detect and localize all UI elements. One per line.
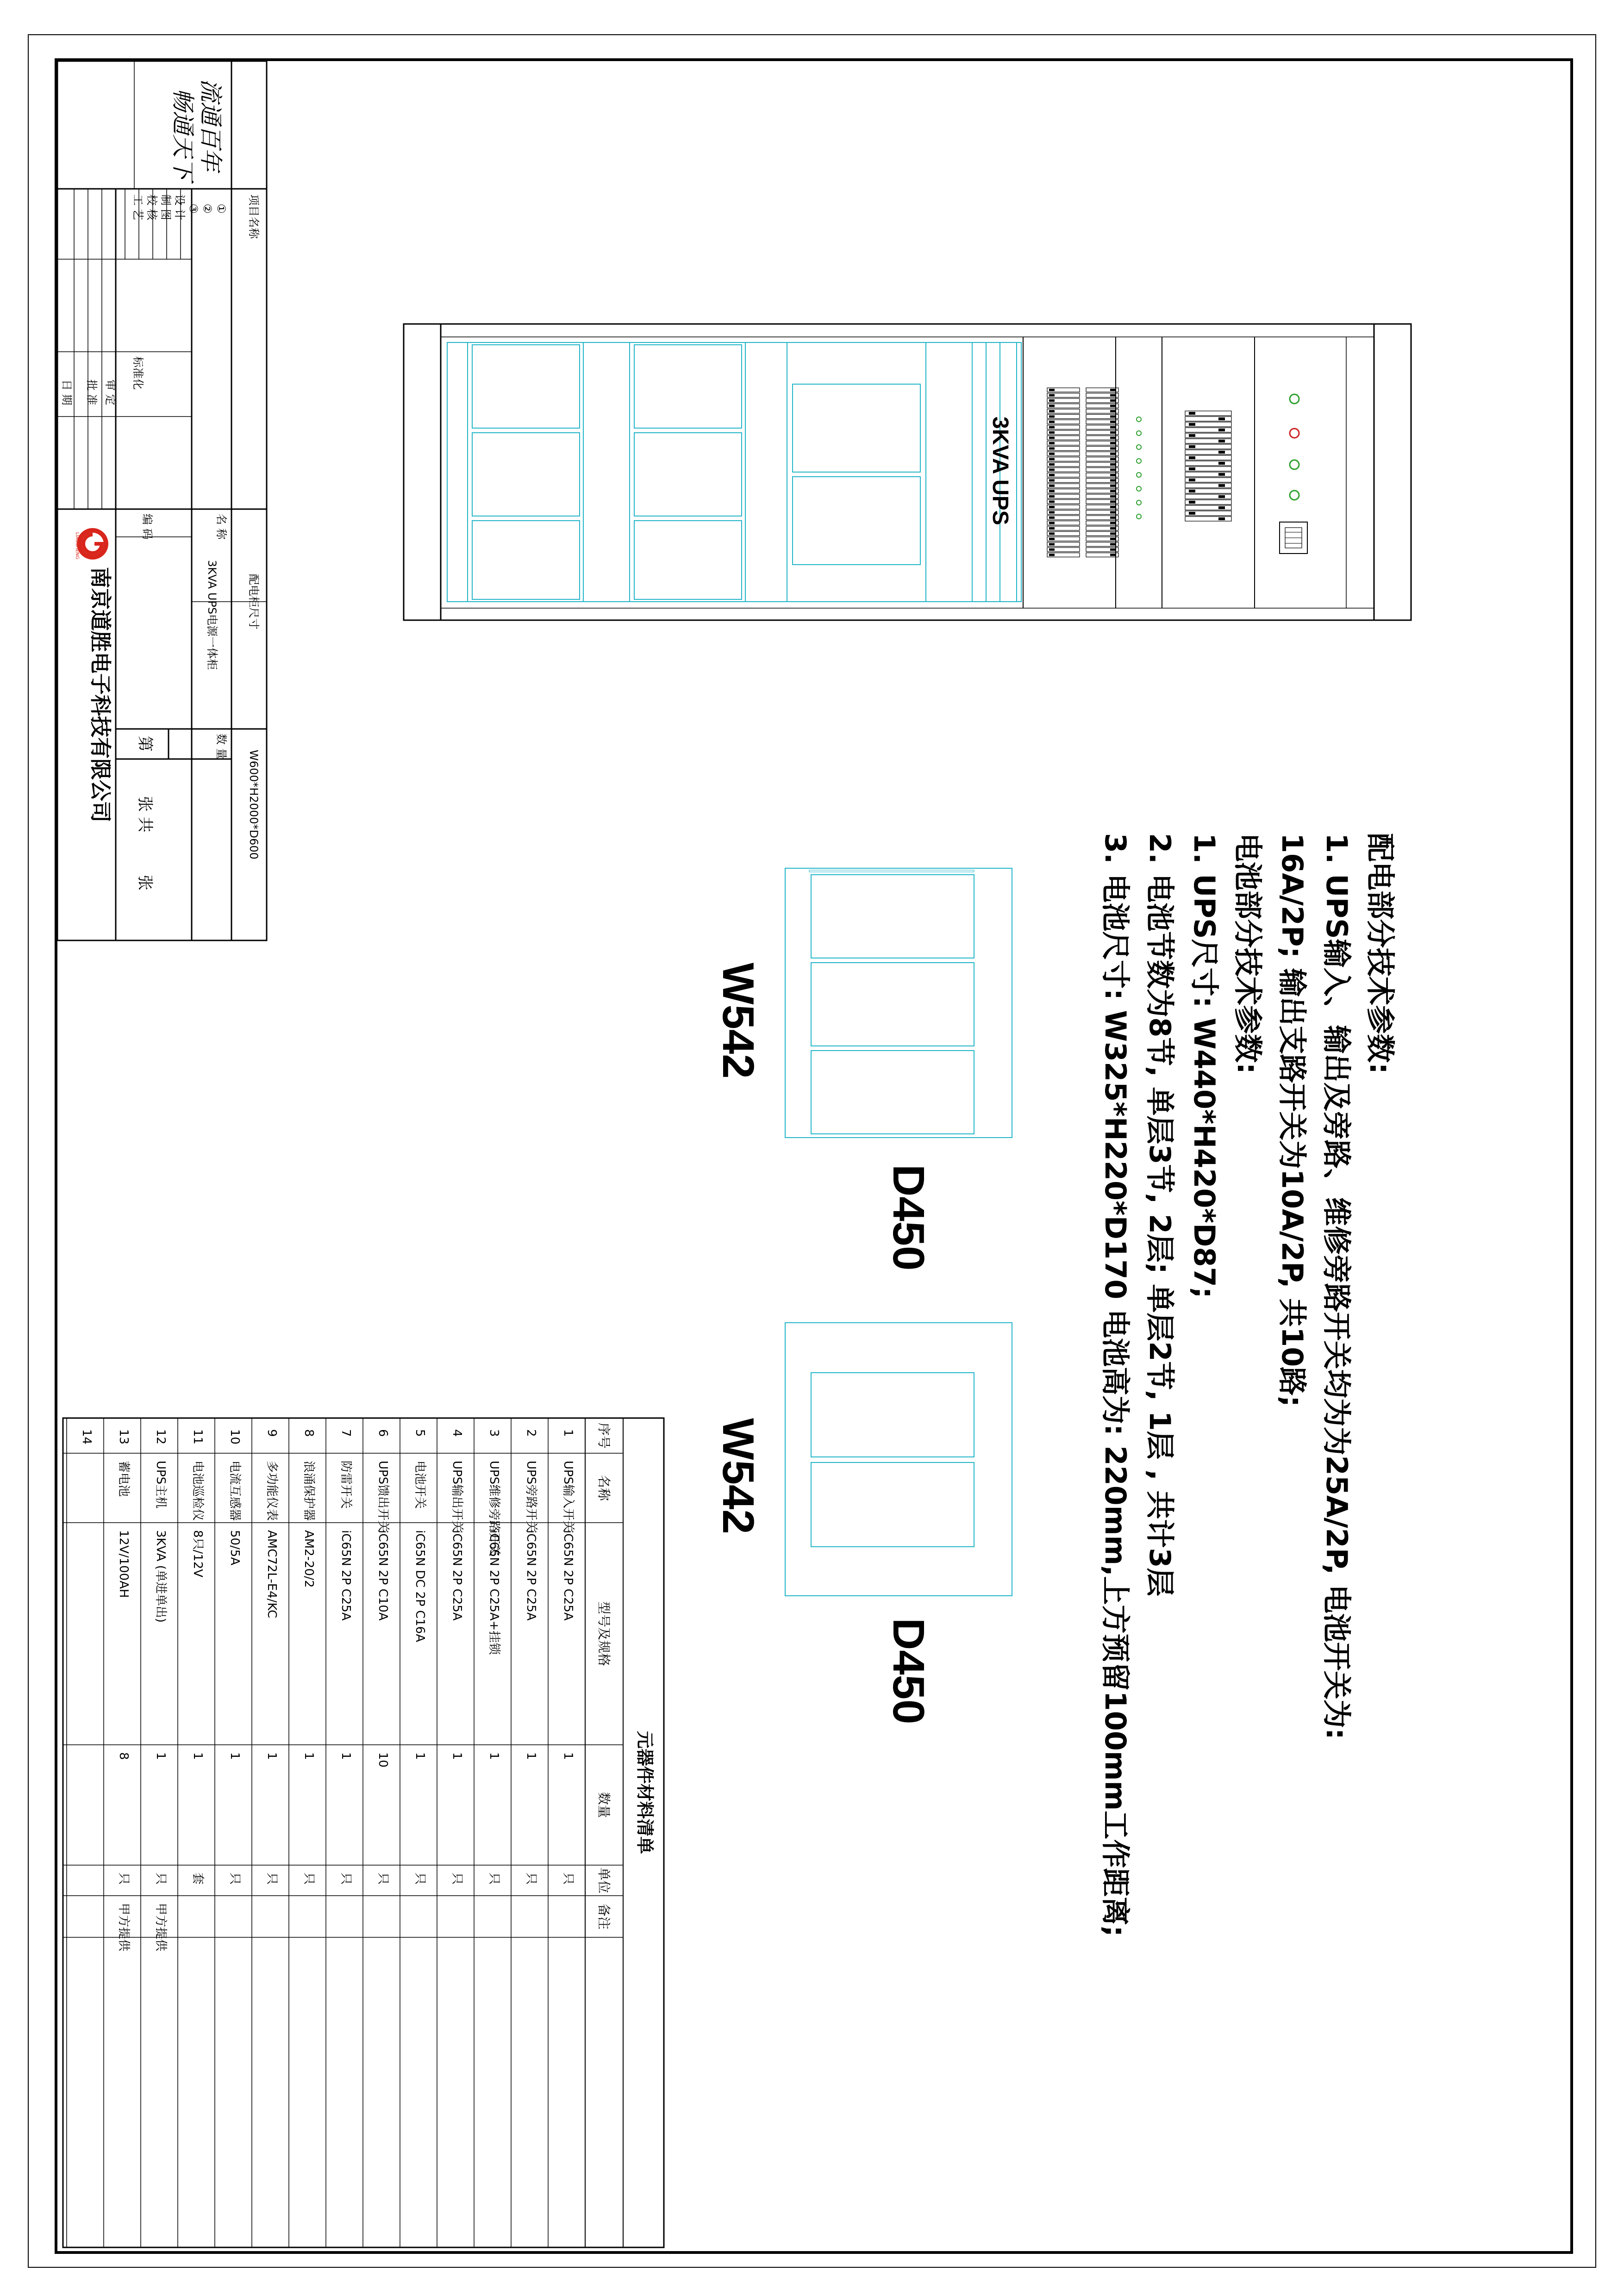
breaker-handle bbox=[1110, 485, 1116, 487]
bom-cell: 9 bbox=[265, 1429, 279, 1437]
role-process: 工 艺 bbox=[131, 194, 144, 220]
bom-header-cell: 单位 bbox=[596, 1867, 612, 1894]
breaker-handle bbox=[1218, 473, 1225, 476]
multifunction-meter bbox=[1280, 522, 1307, 554]
breaker-handle bbox=[1110, 490, 1116, 492]
led-indicator-icon bbox=[1137, 445, 1141, 449]
bom-cell: 1 bbox=[524, 1752, 538, 1760]
breaker-handle bbox=[1218, 440, 1225, 442]
breaker-handle bbox=[1110, 453, 1116, 455]
company-logo-icon bbox=[77, 528, 108, 560]
role-check: 校 核 bbox=[145, 194, 158, 220]
breaker-handle bbox=[1110, 527, 1116, 529]
breaker-handle bbox=[1110, 533, 1116, 535]
distribution-spec-line-1b: 16A/2P; 输出支路开关为10A/2P, 共10路; bbox=[1275, 833, 1309, 1407]
breaker-handle bbox=[1049, 421, 1055, 423]
bom-cell: iC65N 2P C25A+挂锁 bbox=[487, 1530, 501, 1655]
breaker-handle bbox=[1189, 467, 1195, 470]
bom-cell: 1 bbox=[561, 1429, 575, 1437]
bom-cell: iC65N 2P C25A bbox=[450, 1530, 464, 1621]
breaker-handle bbox=[1049, 453, 1055, 455]
bom-cell: 1 bbox=[154, 1752, 168, 1760]
main-breaker-rail bbox=[1185, 411, 1231, 521]
breaker-handle bbox=[1049, 394, 1055, 397]
breaker-handle bbox=[1110, 399, 1116, 402]
bom-cell: 多功能仪表 bbox=[265, 1461, 279, 1521]
title-block-thin-lines bbox=[57, 61, 267, 602]
battery-spec-line-2: 2. 电池节数为8节, 单层3节, 2层; 单层2节, 1层 , 共计3层 bbox=[1143, 833, 1177, 1597]
bom-cell: 电池巡检仪 bbox=[191, 1461, 205, 1521]
project-name-label: 项目名称 bbox=[247, 194, 260, 239]
breaker-handle bbox=[1189, 512, 1195, 515]
led-indicator-icon bbox=[1137, 417, 1141, 422]
breaker-handle bbox=[1189, 501, 1195, 504]
breaker-handle bbox=[1110, 442, 1116, 444]
breaker-handle bbox=[1218, 462, 1225, 465]
battery-spec-heading: 电池部分技术参数: bbox=[1231, 833, 1265, 1074]
bom-cell: 8 bbox=[117, 1752, 131, 1760]
role-design: 设 计 bbox=[173, 194, 186, 220]
breaker-handle bbox=[1110, 538, 1116, 540]
breaker-handle bbox=[1189, 445, 1195, 448]
breaker-handle bbox=[1110, 474, 1116, 476]
led-indicator-icon bbox=[1137, 459, 1141, 463]
breaker-handle bbox=[1049, 479, 1055, 482]
bom-cell: UPS馈出开关 bbox=[376, 1461, 390, 1533]
led-indicator-icon bbox=[1137, 486, 1141, 491]
battery-view-1-depth: D450 bbox=[884, 1164, 933, 1271]
breaker-handle bbox=[1218, 451, 1225, 454]
company-name: 南京道胜电子科技有限公司 bbox=[88, 567, 113, 822]
distribution-spec-heading: 配电部分技术参数: bbox=[1363, 833, 1397, 1074]
bom-cell: 浪涌保护器 bbox=[302, 1461, 316, 1521]
bom-cell: iC65N 2P C25A bbox=[561, 1530, 575, 1621]
breaker-handle bbox=[1049, 448, 1055, 450]
led-indicator-icon bbox=[1137, 514, 1141, 519]
breaker-handle bbox=[1189, 434, 1195, 437]
breaker-handle bbox=[1110, 410, 1116, 412]
battery-view-1-width: W542 bbox=[713, 963, 763, 1079]
bom-cell: 14 bbox=[80, 1429, 94, 1445]
battery-rack-view-2 bbox=[785, 1323, 1012, 1596]
bom-header-cell: 名称 bbox=[596, 1475, 612, 1501]
bom-header-cell: 备注 bbox=[596, 1904, 612, 1930]
breaker-handle bbox=[1110, 448, 1116, 450]
project-line-3: ③ bbox=[187, 204, 200, 214]
motto-line-2: 畅通天下 bbox=[169, 88, 196, 180]
breaker-handle bbox=[1049, 522, 1055, 524]
breaker-handle bbox=[1110, 416, 1116, 418]
breaker-handle bbox=[1049, 495, 1055, 498]
sheet-number-label: 第 bbox=[136, 736, 154, 752]
bom-cell: 电池开关 bbox=[413, 1461, 427, 1509]
breaker-handle bbox=[1110, 511, 1116, 514]
battery-spec-line-1: 1. UPS尺寸: W440*H420*D87; bbox=[1187, 833, 1221, 1299]
role-drawing: 制 图 bbox=[159, 194, 172, 220]
breaker-handle bbox=[1049, 431, 1055, 434]
breaker-handle bbox=[1049, 458, 1055, 460]
breaker-handle bbox=[1110, 437, 1116, 439]
breaker-handle bbox=[1110, 469, 1116, 471]
bom-cell: 6 bbox=[376, 1429, 390, 1437]
breaker-handle bbox=[1110, 389, 1116, 391]
approval-standard: 标准化 bbox=[131, 356, 144, 390]
breaker-handle bbox=[1049, 554, 1055, 556]
battery-view-2-width: W542 bbox=[713, 1418, 763, 1534]
bom-cell: 只 bbox=[413, 1873, 427, 1885]
bom-cell: 1 bbox=[302, 1752, 316, 1760]
feeder-breaker-rail bbox=[1047, 388, 1118, 557]
breaker-handle bbox=[1049, 469, 1055, 471]
battery-spec-line-3: 3. 电池尺寸: W325*H220*D170 电池高为: 220mm,上方预留100mm工作距离; bbox=[1099, 833, 1132, 1937]
breaker-handle bbox=[1110, 554, 1116, 556]
breaker-handle bbox=[1049, 533, 1055, 535]
ups-label: 3KVA UPS bbox=[988, 417, 1012, 525]
sheet-unit-label: 张 bbox=[136, 875, 154, 890]
breaker-handle bbox=[1049, 485, 1055, 487]
bom-cell: 只 bbox=[450, 1873, 464, 1885]
breaker-handle bbox=[1110, 421, 1116, 423]
bom-cell: 50/5A bbox=[228, 1530, 242, 1566]
bom-cell: 只 bbox=[302, 1873, 316, 1885]
bom-cell: 10 bbox=[376, 1752, 390, 1768]
sheet-total-label: 张 共 bbox=[136, 796, 154, 833]
approval-date: 日 期 bbox=[60, 380, 73, 405]
bom-cell: 套 bbox=[191, 1873, 205, 1885]
bom-cell: 只 bbox=[117, 1873, 131, 1885]
breaker-handle bbox=[1049, 506, 1055, 508]
breaker-handle bbox=[1110, 405, 1116, 407]
bom-cell: 12V/100AH bbox=[117, 1530, 131, 1598]
breaker-handle bbox=[1049, 490, 1055, 492]
bom-cell: 1 bbox=[487, 1752, 501, 1760]
bom-cell: 1 bbox=[561, 1752, 575, 1760]
bom-cell: AMC72L-E4/KC bbox=[265, 1530, 279, 1618]
bom-cell: 甲方提供 bbox=[154, 1903, 168, 1952]
bom-cell: 只 bbox=[487, 1873, 501, 1885]
approval-approve: 批 准 bbox=[85, 380, 98, 405]
name-value: 3KVA UPS电源一体柜 bbox=[206, 560, 219, 670]
bom-cell: 3 bbox=[487, 1429, 501, 1437]
bom-cell: iC65N DC 2P C16A bbox=[413, 1530, 427, 1643]
bom-cell: iC65N 2P C10A bbox=[376, 1530, 390, 1621]
breaker-handle bbox=[1218, 517, 1225, 520]
breaker-handle bbox=[1110, 501, 1116, 503]
breaker-handle bbox=[1049, 516, 1055, 519]
bom-cell: 1 bbox=[339, 1752, 353, 1760]
bom-cell: UPS输入开关 bbox=[561, 1461, 575, 1533]
bom-cell: 12 bbox=[154, 1429, 168, 1445]
logo-text: LIAOSHENG bbox=[75, 532, 80, 560]
breaker-handle bbox=[1218, 484, 1225, 487]
bom-cell: 蓄电池 bbox=[117, 1461, 131, 1497]
breaker-handle bbox=[1110, 463, 1116, 466]
breaker-handle bbox=[1049, 426, 1055, 429]
breaker-handle bbox=[1189, 412, 1195, 415]
bom-cell: iC65N 2P C25A bbox=[339, 1530, 353, 1621]
battery-monitor-leds bbox=[1137, 417, 1141, 519]
distribution-spec-line-1: 1. UPS输入、输出及旁路、维修旁路开关均为为25A/2P, 电池开关为: bbox=[1320, 833, 1354, 1740]
breaker-handle bbox=[1110, 479, 1116, 482]
battery-view-2-depth: D450 bbox=[884, 1618, 933, 1724]
breaker-handle bbox=[1049, 527, 1055, 529]
bom-cell: 只 bbox=[228, 1873, 242, 1885]
code-label: 编 码 bbox=[141, 514, 154, 540]
bom-cell: UPS旁路开关 bbox=[524, 1461, 538, 1533]
breaker-handle bbox=[1189, 479, 1195, 481]
led-indicator-icon bbox=[1137, 431, 1141, 436]
bom-cell: 1 bbox=[191, 1752, 205, 1760]
bom-cell: 10 bbox=[228, 1429, 242, 1445]
breaker-handle bbox=[1110, 516, 1116, 519]
bom-cell: 8 bbox=[302, 1429, 316, 1437]
bom-cell: 1 bbox=[413, 1752, 427, 1760]
breaker-handle bbox=[1110, 495, 1116, 498]
cabinet-size-value: W600*H2000*D600 bbox=[247, 750, 260, 859]
breaker-handle bbox=[1049, 416, 1055, 418]
name-label: 名 称 bbox=[215, 514, 228, 540]
bom-cell: iC65N 2P C25A bbox=[524, 1530, 538, 1621]
breaker-handle bbox=[1189, 423, 1195, 426]
quantity-label: 数 量 bbox=[215, 734, 228, 759]
breaker-handle bbox=[1189, 456, 1195, 459]
bom-cell: 11 bbox=[191, 1429, 205, 1445]
bom-cell: 防雷开关 bbox=[339, 1461, 353, 1509]
breaker-handle bbox=[1218, 506, 1225, 509]
bom-cell: 7 bbox=[339, 1429, 353, 1437]
breaker-handle bbox=[1218, 495, 1225, 498]
bom-cell: 8只/12V bbox=[191, 1530, 205, 1578]
bom-cell: 只 bbox=[265, 1873, 279, 1885]
breaker-handle bbox=[1049, 501, 1055, 503]
breaker-handle bbox=[1049, 511, 1055, 514]
led-indicator-icon bbox=[1137, 500, 1141, 505]
cabinet-front-view bbox=[404, 324, 1411, 620]
bom-title: 元器件材料清单 bbox=[635, 1731, 655, 1854]
cabinet-size-label: 配电柜尺寸 bbox=[247, 574, 260, 629]
bom-cell: UPS维修旁路开关 bbox=[487, 1461, 501, 1557]
breaker-handle bbox=[1218, 429, 1225, 431]
bom-cell: 1 bbox=[450, 1752, 464, 1760]
breaker-handle bbox=[1049, 405, 1055, 407]
breaker-handle bbox=[1049, 474, 1055, 476]
project-line-2: ② bbox=[201, 204, 214, 214]
approval-review: 审 定 bbox=[104, 380, 117, 405]
bom-cell: 1 bbox=[228, 1752, 242, 1760]
bom-cell: 4 bbox=[450, 1429, 464, 1437]
bom-cell: 只 bbox=[154, 1873, 168, 1885]
project-line-1: ① bbox=[215, 204, 228, 214]
breaker-handle bbox=[1110, 543, 1116, 546]
led-indicator-icon bbox=[1137, 473, 1141, 477]
breaker-handle bbox=[1110, 431, 1116, 434]
bom-cell: 甲方提供 bbox=[117, 1903, 131, 1952]
bom-cell: 5 bbox=[413, 1429, 427, 1437]
bom-cell: 只 bbox=[561, 1873, 575, 1885]
breaker-handle bbox=[1110, 426, 1116, 429]
bom-cell: 13 bbox=[117, 1429, 131, 1445]
bom-cell: UPS输出开关 bbox=[450, 1461, 464, 1533]
breaker-handle bbox=[1049, 399, 1055, 402]
bom-cell: 只 bbox=[376, 1873, 390, 1885]
breaker-handle bbox=[1218, 417, 1225, 420]
bom-cell: 2 bbox=[524, 1429, 538, 1437]
breaker-handle bbox=[1049, 463, 1055, 466]
breaker-handle bbox=[1110, 548, 1116, 551]
breaker-handle bbox=[1049, 548, 1055, 551]
bom-cell: 电流互感器 bbox=[228, 1461, 242, 1521]
breaker-handle bbox=[1049, 543, 1055, 546]
bom-header-cell: 型号及规格 bbox=[596, 1601, 612, 1667]
bom-cell: 3KVA (单进单出) bbox=[154, 1530, 168, 1623]
breaker-handle bbox=[1049, 410, 1055, 412]
bom-cell: 只 bbox=[339, 1873, 353, 1885]
breaker-handle bbox=[1110, 506, 1116, 508]
battery-rack-view-1 bbox=[785, 868, 1012, 1138]
front-indicator-lights bbox=[1290, 394, 1299, 500]
bom-cell: AM2-20/2 bbox=[302, 1530, 316, 1588]
bom-header-cell: 序号 bbox=[596, 1423, 612, 1449]
motto-line-1: 流通百年 bbox=[197, 79, 224, 171]
breaker-handle bbox=[1110, 458, 1116, 460]
breaker-handle bbox=[1049, 437, 1055, 439]
bom-cell: 1 bbox=[265, 1752, 279, 1760]
breaker-handle bbox=[1189, 490, 1195, 492]
breaker-handle bbox=[1049, 538, 1055, 540]
breaker-handle bbox=[1110, 394, 1116, 397]
breaker-handle bbox=[1049, 389, 1055, 391]
bom-header-cell: 数量 bbox=[596, 1792, 612, 1818]
breaker-handle bbox=[1110, 522, 1116, 524]
bom-cell: 只 bbox=[524, 1873, 538, 1885]
bom-cell: UPS主机 bbox=[154, 1461, 168, 1509]
breaker-handle bbox=[1049, 442, 1055, 444]
